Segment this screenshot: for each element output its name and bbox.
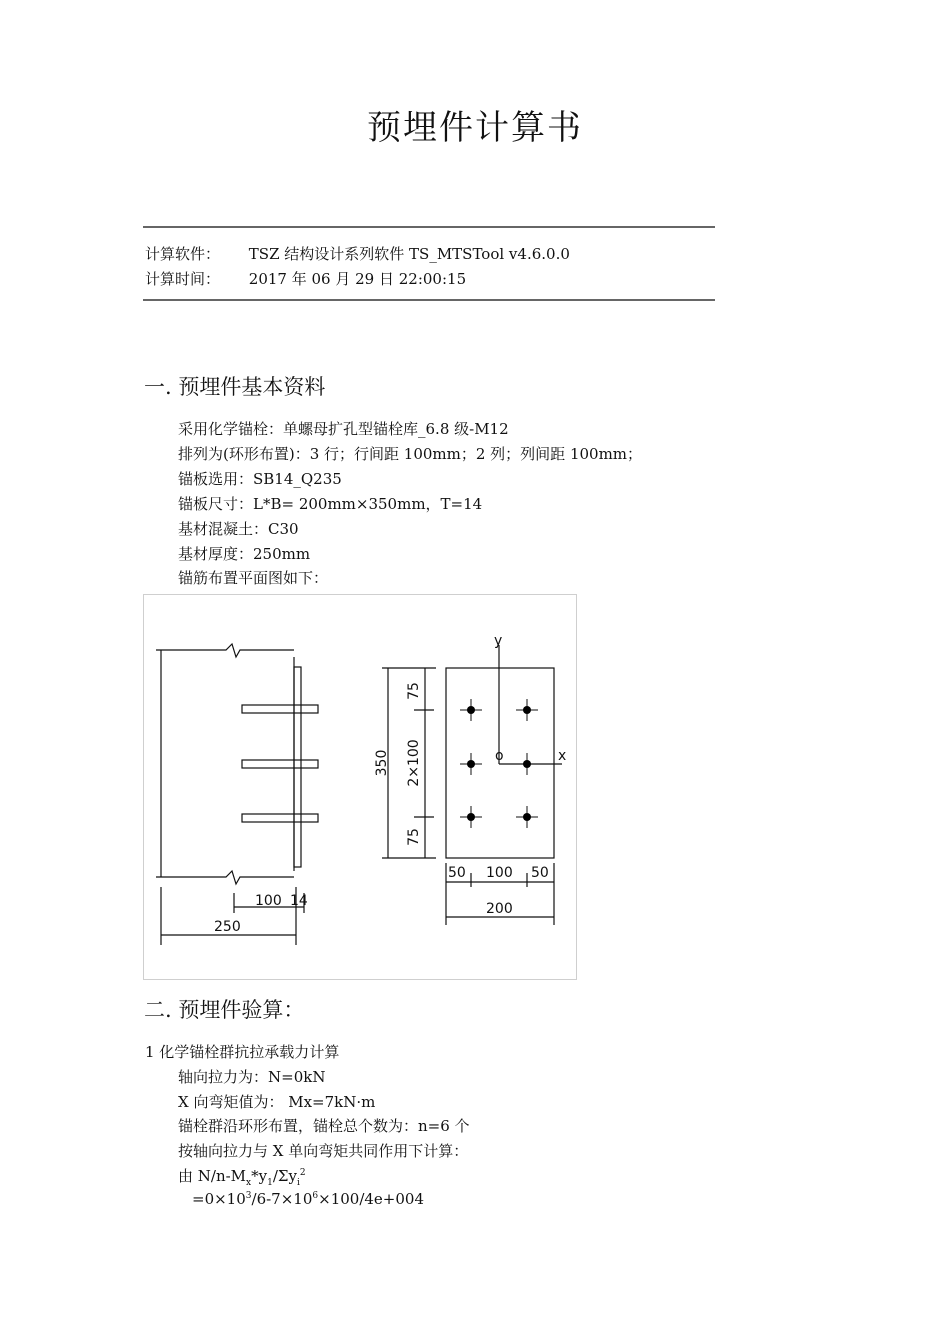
formula-prefix: 由 N/n-M xyxy=(178,1167,247,1185)
bolt-4 xyxy=(523,760,531,768)
base-top-line xyxy=(156,644,294,657)
label-side-250: 250 xyxy=(214,919,241,935)
s1-line-1: 采用化学锚栓：单螺母扩孔型锚栓库_6.8 级-M12 xyxy=(178,420,509,438)
s2-sub1: 1 化学锚栓群抗拉承载力计算 xyxy=(145,1043,340,1061)
time-value: 2017 年 06 月 29 日 22:00:15 xyxy=(248,270,467,288)
formula-tail: /Σy xyxy=(272,1167,297,1185)
label-axis-y: y xyxy=(494,633,503,649)
s1-line-7: 锚筋布置平面图如下： xyxy=(178,569,329,587)
base-bottom-line xyxy=(156,871,294,884)
anchor-bar-3 xyxy=(242,814,318,822)
section1-heading: 一. 预埋件基本资料 xyxy=(144,375,326,399)
s1-line-2: 排列为(环形布置)：3 行；行间距 100mm；2 列；列间距 100mm； xyxy=(178,445,643,463)
label-75-top: 75 xyxy=(406,682,422,700)
bolt-3 xyxy=(467,760,475,768)
anchor-layout-drawing xyxy=(144,595,576,979)
software-row xyxy=(145,243,570,264)
separator-bottom xyxy=(143,299,715,302)
formula-sub-x: x xyxy=(246,1178,252,1188)
formula-sub-1: 1 xyxy=(267,1178,273,1188)
s1-line-4: 锚板尺寸：L*B= 200mm×350mm，T=14 xyxy=(178,495,483,513)
label-50-left: 50 xyxy=(448,865,466,881)
software-value: TSZ 结构设计系列软件 TS_MTSTool v4.6.0.0 xyxy=(248,245,570,263)
calc-sup-1: 3 xyxy=(245,1191,252,1201)
label-75-bottom: 75 xyxy=(406,828,422,846)
s1-line-3: 锚板选用：SB14_Q235 xyxy=(178,470,342,488)
s1-line-6: 基材厚度：250mm xyxy=(178,545,311,563)
s1-line-5: 基材混凝土：C30 xyxy=(178,520,299,538)
label-side-14: 14 xyxy=(290,893,308,909)
s2-line-4: 按轴向拉力与 X 单向弯矩共同作用下计算： xyxy=(178,1142,469,1160)
calc-part-3: ×100/4e+004 xyxy=(318,1190,424,1208)
formula-mid: *y xyxy=(251,1167,268,1185)
label-side-100: 100 xyxy=(255,893,282,909)
label-origin: o xyxy=(495,748,504,764)
label-50-right: 50 xyxy=(531,865,549,881)
s2-line-1: 轴向拉力为：N=0kN xyxy=(178,1068,326,1086)
separator-top xyxy=(143,226,715,229)
anchor-plate-side xyxy=(294,667,301,867)
formula-sub-i: i xyxy=(296,1178,300,1188)
label-350: 350 xyxy=(374,749,390,777)
bolt-5 xyxy=(467,813,475,821)
formula-sup-2: 2 xyxy=(299,1168,306,1178)
label-200: 200 xyxy=(486,901,513,917)
label-axis-x: x xyxy=(558,748,567,764)
bolt-1 xyxy=(467,706,475,714)
anchor-layout-figure xyxy=(143,594,577,980)
bolt-6 xyxy=(523,813,531,821)
calc-sup-2: 6 xyxy=(312,1191,319,1201)
calc-part-2: /6-7×10 xyxy=(251,1190,313,1208)
s2-line-3: 锚栓群沿环形布置，锚栓总个数为：n=6 个 xyxy=(178,1117,470,1135)
s2-calc xyxy=(192,1190,424,1208)
page-title: 预埋件计算书 xyxy=(367,108,583,148)
anchor-bar-2 xyxy=(242,760,318,768)
software-label: 计算软件： xyxy=(145,245,221,263)
s2-line-2: X 向弯矩值为： Mx=7kN·m xyxy=(178,1093,376,1111)
label-100: 100 xyxy=(486,865,513,881)
anchor-bar-1 xyxy=(242,705,318,713)
calc-part-1: =0×10 xyxy=(192,1190,246,1208)
s2-formula xyxy=(178,1165,306,1188)
time-row xyxy=(145,268,466,289)
time-label: 计算时间： xyxy=(145,270,221,288)
section2-heading: 二. 预埋件验算： xyxy=(144,998,305,1022)
label-2x100: 2×100 xyxy=(406,739,422,787)
bolt-2 xyxy=(523,706,531,714)
